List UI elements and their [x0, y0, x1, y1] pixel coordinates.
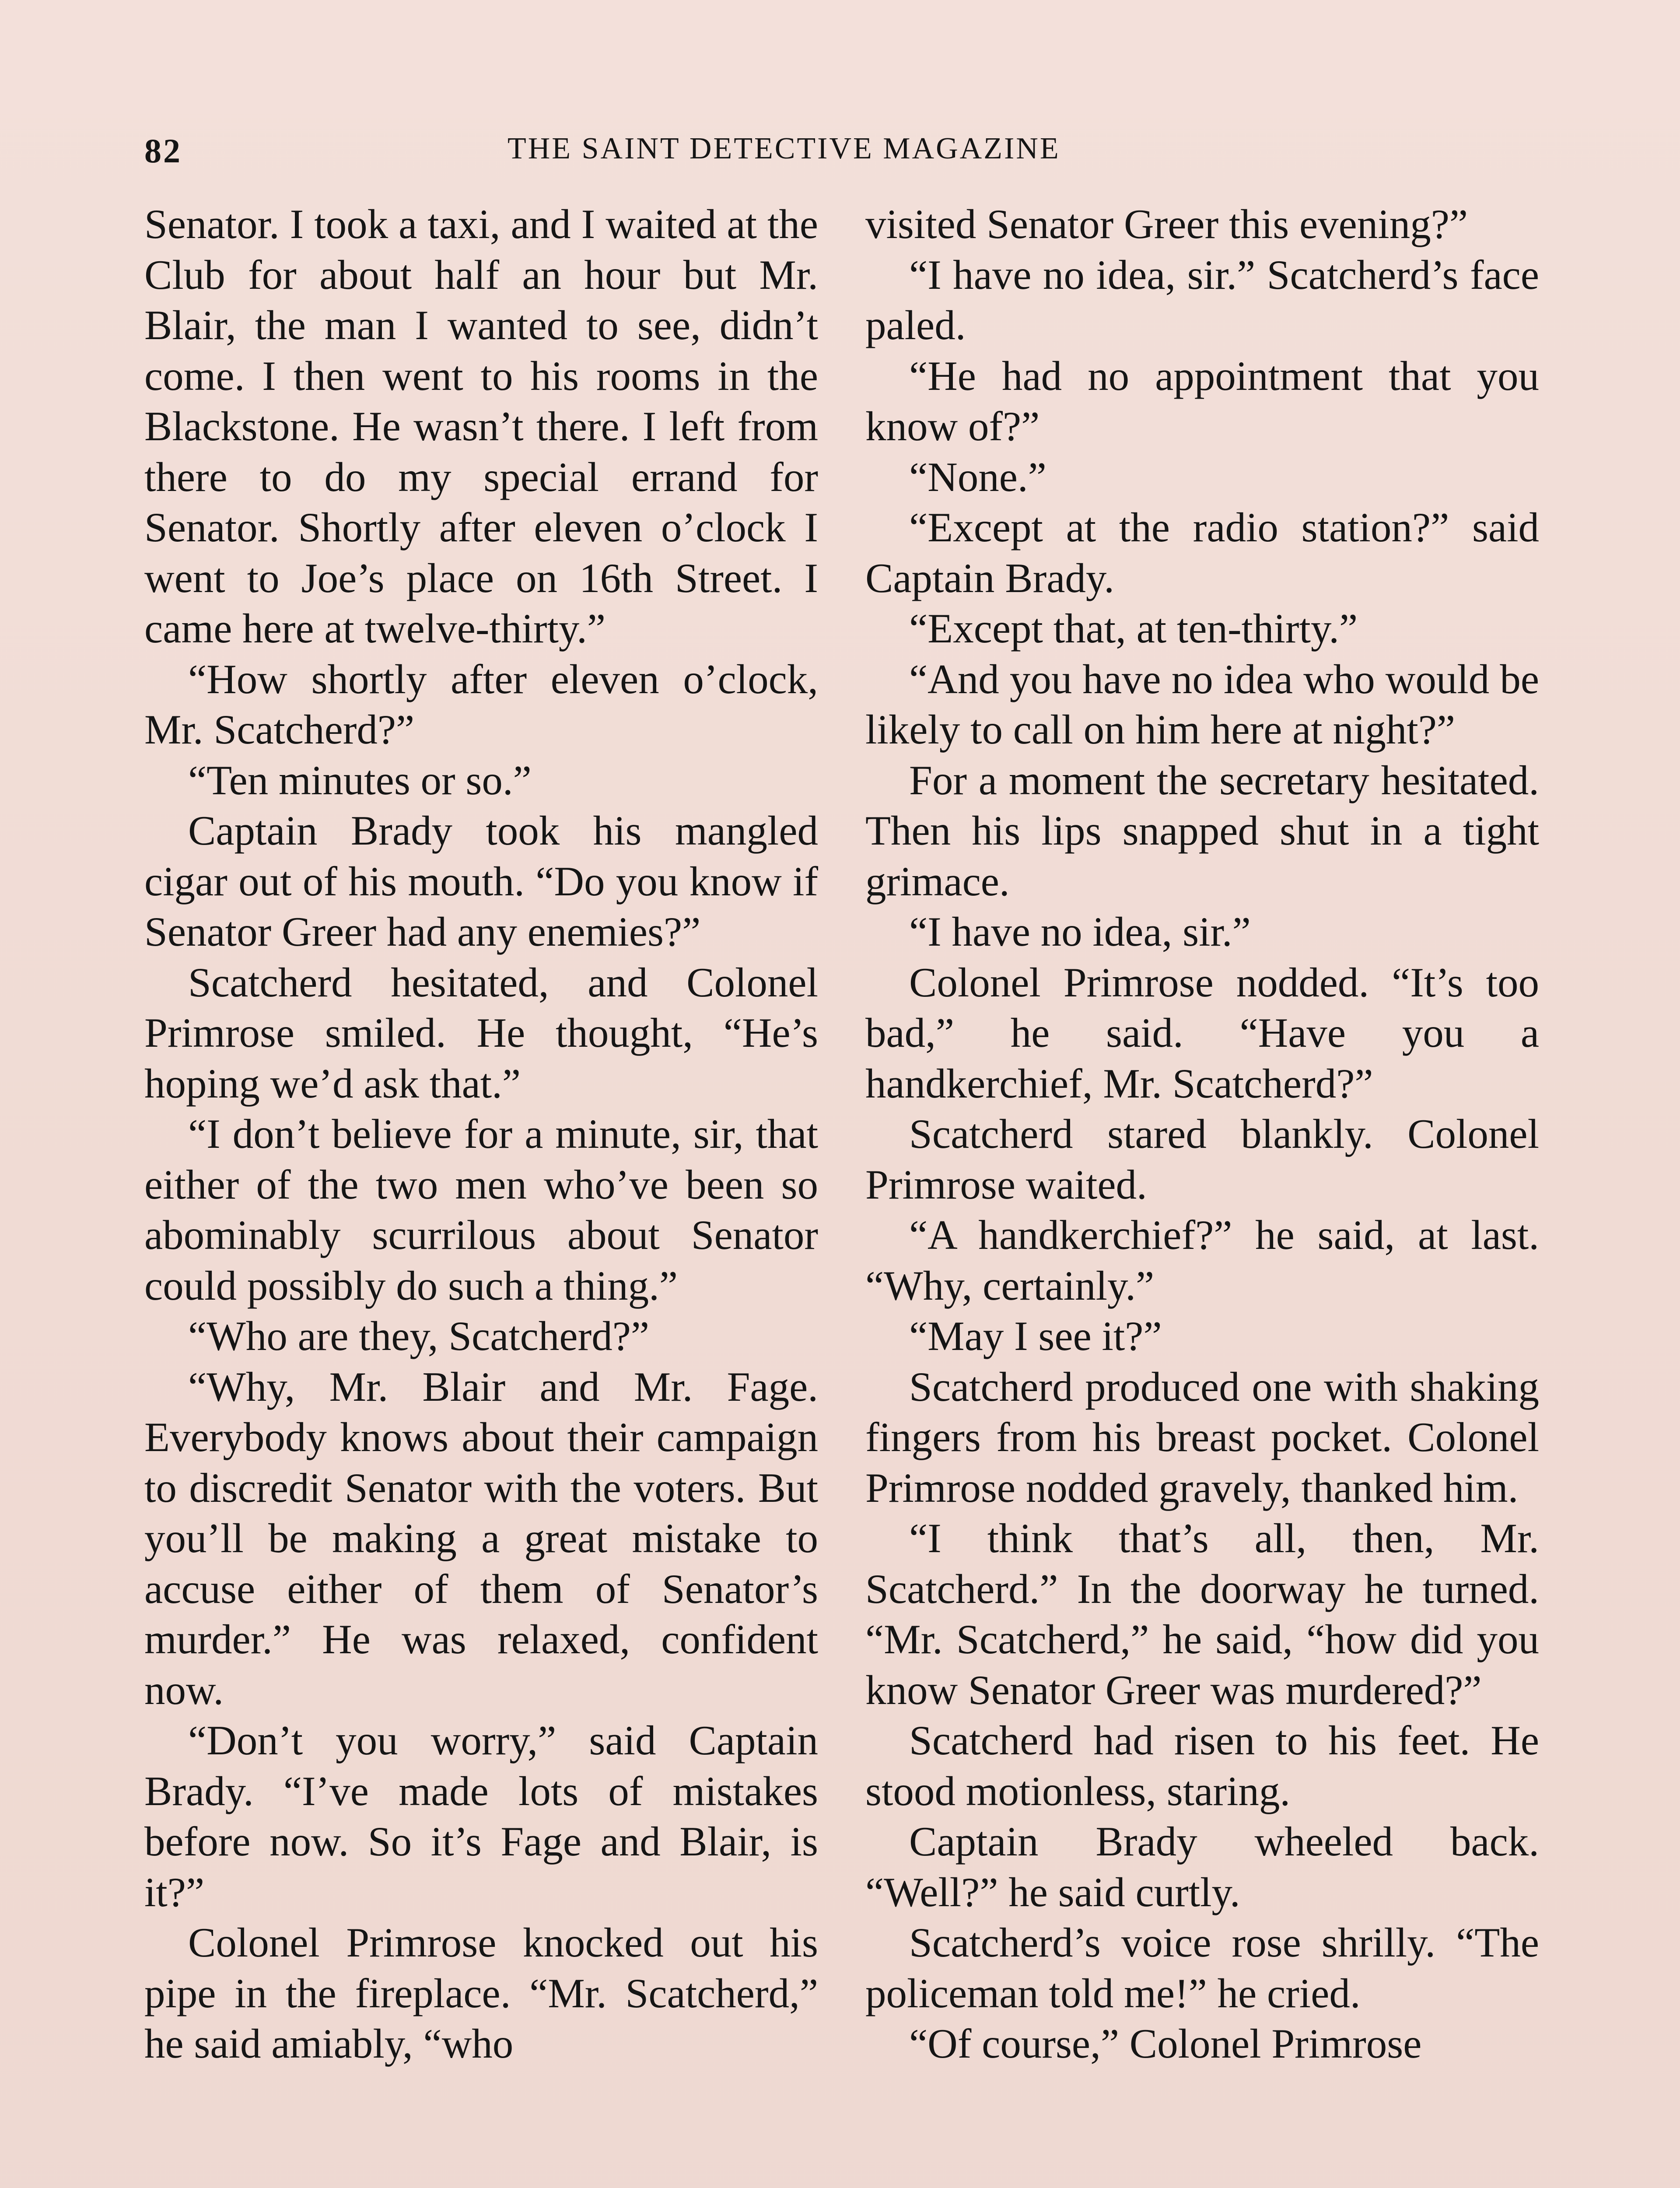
paragraph: “May I see it?”	[909, 1313, 1162, 1359]
paragraph: “He had no appointment that you know of?”	[865, 352, 1539, 449]
paragraph: “Of course,” Colonel Primrose	[909, 2020, 1422, 2067]
page-number: 82	[144, 132, 182, 170]
paragraph: “Except that, at ten-thirty.”	[909, 605, 1358, 652]
paragraph: “Don’t you worry,” said Captain Brady. “I’ve made lots of mistakes before now. So it’s Fage and Blair, is it?”	[144, 1717, 818, 1915]
paragraph: “None.”	[909, 453, 1046, 500]
paragraph: Senator. I took a taxi, and I waited at the Club for about half an hour but Mr. Blair, the man I wanted to see, didn’t come. I then went to his rooms in the Blackstone. He wasn’t there. I left from there to do my special errand for Senator. Shortly after eleven o’clock I went to Joe’s place on 16th Street. I came here at twelve-thirty.”	[144, 201, 818, 652]
paragraph: Scatcherd stared blankly. Colonel Primrose waited.	[865, 1111, 1539, 1208]
paragraph: Captain Brady wheeled back. “Well?” he said curtly.	[865, 1818, 1539, 1915]
left-text-column	[144, 199, 818, 2069]
paragraph: Colonel Primrose knocked out his pipe in the fireplace. “Mr. Scatcherd,” he said amiably, “who	[144, 1919, 818, 2067]
right-text-column	[865, 199, 1539, 2069]
paragraph: “I don’t believe for a minute, sir, that either of the two men who’ve been so abominably scurrilous about Senator could possibly do such a thing.”	[144, 1111, 818, 1309]
paragraph: “I have no idea, sir.”	[909, 908, 1251, 955]
paragraph: “I think that’s all, then, Mr. Scatcherd.” In the doorway he turned. “Mr. Scatcherd,” he said, “how did you know Senator Greer was murdered?”	[865, 1515, 1539, 1713]
paragraph: “A handkerchief?” he said, at last. “Why, certainly.”	[865, 1212, 1539, 1309]
paragraph: Colonel Primrose nodded. “It’s too bad,” he said. “Have you a handkerchief, Mr. Scatcherd?”	[865, 959, 1539, 1107]
paragraph: “Except at the radio station?” said Captain Brady.	[865, 504, 1539, 601]
paragraph: Scatcherd’s voice rose shrilly. “The policeman told me!” he cried.	[865, 1919, 1539, 2016]
paragraph: “Why, Mr. Blair and Mr. Fage. Everybody knows about their campaign to discredit Senator with the voters. But you’ll be making a great mistake to accuse either of them of Senator’s murder.” He was relaxed, confident now.	[144, 1363, 818, 1713]
paragraph: Scatcherd produced one with shaking fingers from his breast pocket. Colonel Primrose nodded gravely, thanked him.	[865, 1363, 1539, 1511]
paragraph: “How shortly after eleven o’clock, Mr. Scatcherd?”	[144, 656, 818, 753]
paragraph: Scatcherd hesitated, and Colonel Primrose smiled. He thought, “He’s hoping we’d ask that.”	[144, 959, 818, 1107]
magazine-title: THE SAINT DETECTIVE MAGAZINE	[508, 132, 1060, 165]
paragraph: “And you have no idea who would be likely to call on him here at night?”	[865, 656, 1539, 753]
paragraph: visited Senator Greer this evening?”	[865, 201, 1468, 247]
page-header	[144, 131, 1544, 179]
paragraph: Scatcherd had risen to his feet. He stood motionless, staring.	[865, 1717, 1539, 1814]
paragraph: “Who are they, Scatcherd?”	[188, 1313, 650, 1359]
paragraph: “Ten minutes or so.”	[188, 757, 532, 803]
paragraph: “I have no idea, sir.” Scatcherd’s face paled.	[865, 251, 1539, 348]
paragraph: For a moment the secretary hesitated. Then his lips snapped shut in a tight grimace.	[865, 757, 1539, 905]
paragraph: Captain Brady took his mangled cigar out of his mouth. “Do you know if Senator Greer had any enemies?”	[144, 807, 818, 955]
